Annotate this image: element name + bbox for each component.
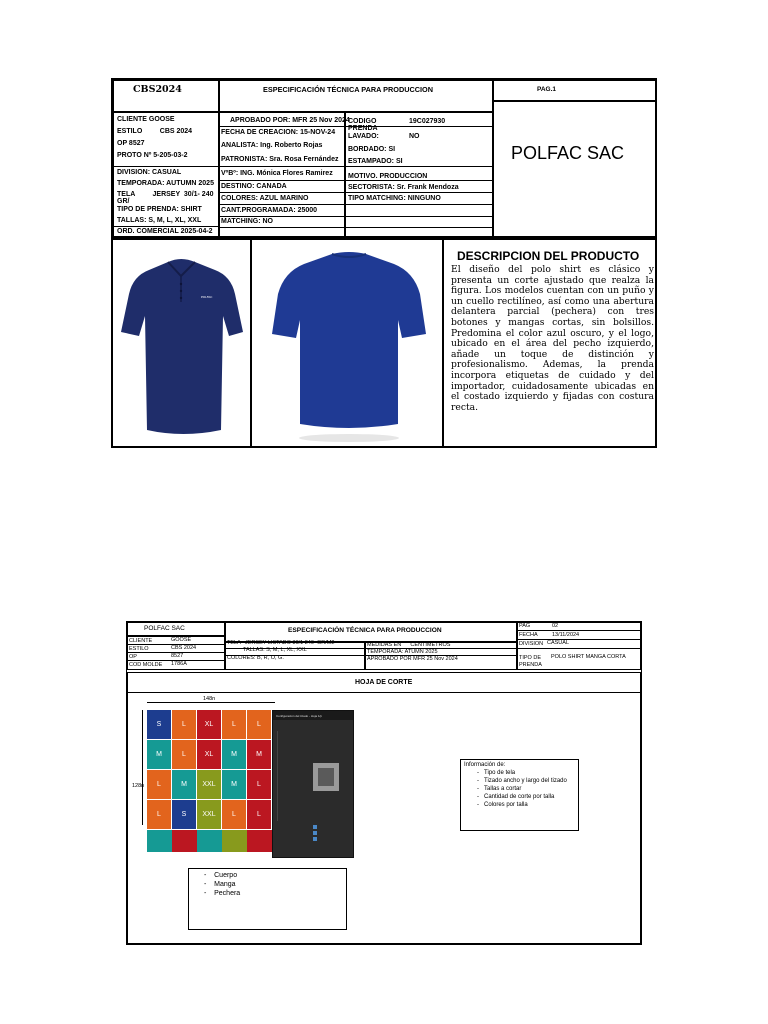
company-name: POLFAC SAC (511, 143, 625, 163)
fabric-field-cont: GR/ (117, 198, 130, 205)
garment-code-label: CODIGO (348, 118, 377, 125)
marker-piece: L (222, 710, 246, 739)
mold-code-value: 1786A (171, 661, 187, 667)
marker-piece: L (247, 710, 271, 739)
style-field: ESTILO CBS 2024 (117, 128, 193, 135)
pattern-maker-field: PATRONISTA: Sra. Rosa Fernández (221, 156, 339, 163)
marker-piece: M (247, 740, 271, 769)
garment-code-value: 19C027930 (409, 118, 446, 125)
style-code: CBS2024 (133, 84, 182, 95)
spec-header-table (111, 78, 657, 238)
style-value-2: CBS 2024 (171, 645, 197, 651)
fabric-field-2: TELA JERSEY LISTADO 30/1 240 GR/M2 (227, 640, 335, 646)
sizes-field-2: TALLAS: S, M, L, XL, XXL (243, 647, 307, 653)
marker-piece: L (222, 800, 246, 829)
polo-front-photo (113, 240, 250, 446)
matching-field: MATCHING: NO (221, 218, 273, 225)
info-item-1: - Tipo de tela (477, 770, 516, 776)
marker-piece: M (172, 770, 196, 799)
info-item-2: - Tizado ancho y largo del tizado (477, 778, 567, 784)
page-label-2: PAG (519, 623, 531, 629)
creation-date-field: FECHA DE CREACION: 15-NOV-24 (221, 129, 336, 136)
proto-field: PROTO Nº 5-205-03-2 (117, 152, 188, 159)
page-number: PAG.1 (537, 86, 557, 93)
panel-title: Configuración del tizado - Hoja 1/p (276, 714, 323, 718)
analyst-field: ANALISTA: Ing. Roberto Rojas (221, 142, 323, 149)
approved-field-2: APROBADO POR MFR 25 Nov 2024 (367, 656, 458, 662)
print-field: ESTAMPADO: SI (348, 158, 403, 165)
garment-type-value: POLO SHIRT MANGA CORTA (551, 654, 626, 660)
marker-piece: M (147, 740, 171, 769)
client-field: CLIENTE GOOSE (117, 116, 175, 123)
info-item-5: - Colores por talla (477, 802, 528, 808)
mold-code-label: COD MOLDE (129, 662, 163, 668)
sector-field: SECTORISTA: Sr. Frank Mendoza (348, 184, 459, 191)
info-item-4: - Cantidad de corte por talla (477, 794, 555, 800)
product-section (111, 238, 657, 448)
panel-checkbox-3[interactable] (313, 837, 317, 841)
client-value-2: GOOSE (171, 637, 192, 643)
season-field-2: TEMPORADA: ATUMN 2025 (367, 649, 438, 655)
info-title: Información de: (464, 762, 506, 768)
division-value: CASUAL (547, 640, 570, 646)
quantity-field: CANT.PROGRAMADA: 25000 (221, 207, 318, 214)
approved-by-field: APROBADO POR: MFR 25 Nov 2024 (230, 117, 350, 124)
season-field: TEMPORADA: AUTUMN 2025 (117, 180, 214, 187)
marker-piece: XXL (197, 770, 221, 799)
polo-back-photo (252, 240, 442, 446)
garment-type-field: TIPO DE PRENDA: SHIRT (117, 206, 202, 213)
reason-field: MOTIVO. PRODUCCION (348, 173, 428, 180)
marker-piece: L (247, 770, 271, 799)
document-title-2: ESPECIFICACIÓN TÉCNICA PARA PRODUCCION (288, 627, 442, 634)
marker-settings-panel (272, 710, 354, 858)
wash-value: NO (409, 133, 420, 140)
marker-width-label: 148n (203, 696, 216, 702)
date-label: FECHA (519, 632, 538, 638)
legend-item-sleeve: - Manga (204, 881, 236, 888)
marker-piece: S (172, 800, 196, 829)
section-title: HOJA DE CORTE (355, 679, 413, 686)
marker-piece: XL (197, 710, 221, 739)
approval-field: VºBº: ING. Mónica Flores Ramirez (221, 170, 333, 177)
op-field: OP 8527 (117, 140, 145, 147)
op-label-2: OP (129, 654, 137, 660)
marker-piece: XL (197, 740, 221, 769)
spec-sheet-page-1 (111, 78, 657, 448)
division-field: DIVISION: CASUAL (117, 169, 182, 176)
marker-piece: M (222, 770, 246, 799)
panel-checkbox-2[interactable] (313, 831, 317, 835)
company-name-2: POLFAC SAC (144, 625, 185, 632)
garment-type-label: TIPO DE (519, 655, 542, 661)
info-item-3: - Tallas a cortar (477, 786, 522, 792)
style-label-2: ESTILO (129, 646, 149, 652)
marker-piece: L (147, 800, 171, 829)
garment-code-label-2: PRENDA (348, 125, 378, 132)
date-value: 13/11/2024 (552, 632, 580, 638)
garment-type-label-2: PRENDA (519, 662, 542, 668)
description-title: DESCRIPCION DEL PRODUCTO (457, 249, 640, 263)
colors-field: COLORES: AZUL MARINO (221, 195, 309, 202)
wash-label: LAVADO: (348, 133, 379, 140)
colors-field-2: COLORES: B, R, O, G. (227, 655, 284, 661)
destination-field: DESTINO: CANADA (221, 183, 287, 190)
marker-piece: L (172, 740, 196, 769)
sizes-field: TALLAS: S, M, L, XL, XXL (117, 217, 202, 224)
document-title: ESPECIFICACIÓN TÉCNICA PARA PRODUCCION (263, 85, 433, 94)
page-value-2: 02 (552, 623, 559, 629)
marker-piece: L (147, 770, 171, 799)
spec-sheet-page-2 (126, 621, 642, 945)
marker-piece: S (147, 710, 171, 739)
legend-item-body: - Cuerpo (204, 872, 238, 879)
legend-item-placket: - Pechera (204, 890, 241, 897)
cutting-marker (147, 710, 272, 853)
fabric-field: TELA JERSEY 30/1- 240 (117, 191, 214, 198)
marker-piece: XXL (197, 800, 221, 829)
description-text: El diseño del polo shirt es clásico y presenta un corte ajustado que realza la figura. Los modelos cuentan con un puño y un cuello rectilíneo, así como una abertura delantera parcial (pechera) con tres botones y mangas cortas, sin bolsillos. Predomina el color azul oscuro, y el logo, ubicado en el área del pecho izquierdo, añade un toque de distinción y profesionalismo. Ademas, la prenda incorpora etiquetas de cuidado y del importador, cuidadosamente ubicadas en el costado izquierdo y fijadas con costura recta. (451, 264, 654, 413)
marker-piece: L (172, 710, 196, 739)
op-value-2: 8527 (171, 653, 184, 659)
matching-type-field: TIPO MATCHING: NINGUNO (348, 195, 441, 202)
marker-height-label: 128n (132, 783, 145, 789)
chest-logo: POLFAC (201, 295, 213, 299)
client-label-2: CLIENTE (129, 638, 153, 644)
measures-field: MEDIDAS EN CENTIMETROS (367, 642, 451, 648)
embroidery-field: BORDADO: SI (348, 146, 396, 153)
commercial-order-field: ORD. COMERCIAL 2025-04-2 (117, 228, 213, 235)
panel-checkbox-1[interactable] (313, 825, 317, 829)
marker-piece: L (247, 800, 271, 829)
division-label: DIVISION (519, 641, 544, 647)
marker-scrap-row (147, 830, 272, 852)
marker-piece: M (222, 740, 246, 769)
